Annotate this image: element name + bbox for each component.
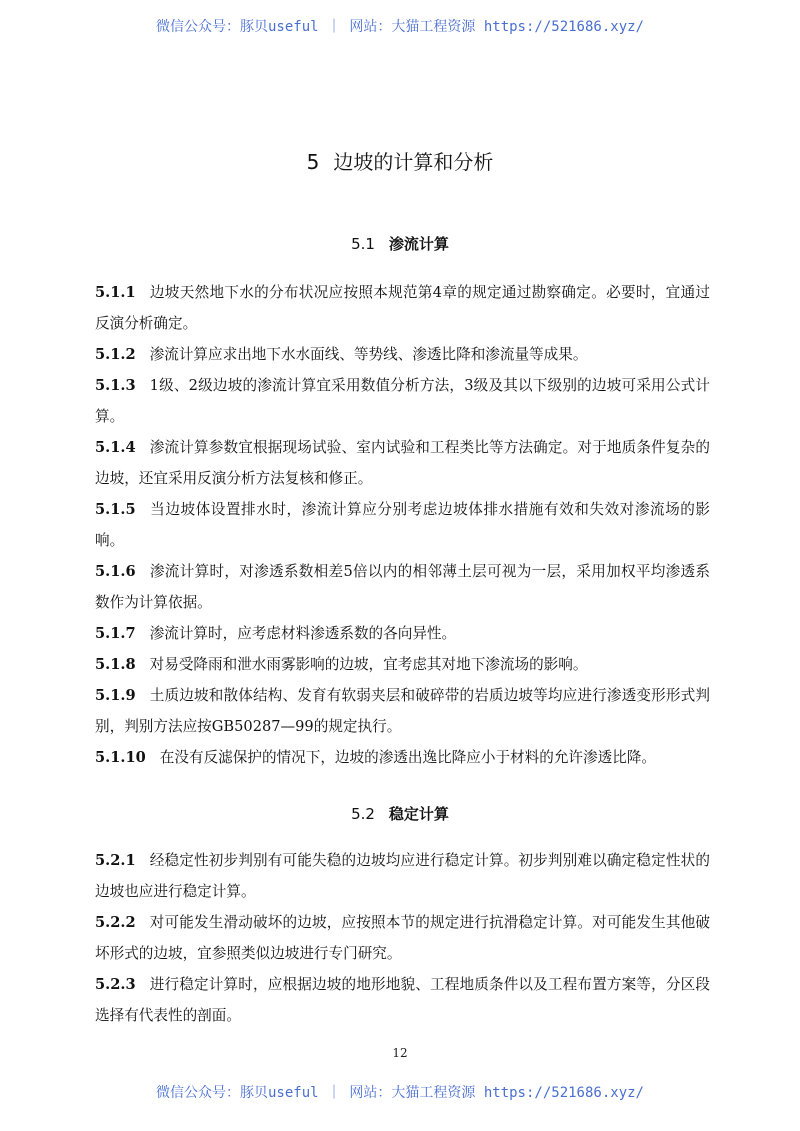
clause-5-1-3: [95, 370, 710, 432]
clause-5-1-6: [95, 556, 710, 618]
section-title-5-1: [0, 233, 800, 254]
clause-text: 进行稳定计算时，应根据边坡的地形地貌、工程地质条件以及工程布置方案等，分区段选择有代表性的剖面。: [95, 976, 710, 1024]
clause-number: 5.1.5: [95, 501, 136, 518]
clause-5-1-5: [95, 494, 710, 556]
clause-5-1-7: [95, 618, 710, 649]
section-5-2-clauses: [95, 845, 710, 1031]
clause-5-2-2: [95, 907, 710, 969]
clause-text: 1级、2级边坡的渗流计算宜采用数值分析方法，3级及其以下级别的边坡可采用公式计算。: [95, 377, 710, 425]
watermark-bottom: 微信公众号：豚贝useful ｜ 网站：大猫工程资源 https://521686.xyz/: [155, 1085, 644, 1101]
clause-text: 渗流计算时，对渗透系数相差5倍以内的相邻薄土层可视为一层，采用加权平均渗透系数作为计算依据。: [95, 563, 710, 611]
clause-text: 对可能发生滑动破坏的边坡，应按照本节的规定进行抗滑稳定计算。对可能发生其他破坏形式的边坡，宜参照类似边坡进行专门研究。: [95, 914, 710, 962]
watermark-top: 微信公众号：豚贝useful ｜ 网站：大猫工程资源 https://521686.xyz/: [155, 19, 644, 35]
clause-5-1-9: [95, 680, 710, 742]
section-5-1-clauses: [95, 277, 710, 773]
clause-number: 5.1.3: [95, 377, 136, 394]
clause-text: 当边坡体设置排水时，渗流计算应分别考虑边坡体排水措施有效和失效对渗流场的影响。: [95, 501, 710, 549]
clause-5-2-1: [95, 845, 710, 907]
clause-number: 5.2.3: [95, 976, 136, 993]
section-number: 5.1: [351, 235, 375, 253]
clause-number: 5.1.7: [95, 625, 136, 642]
clause-5-1-4: [95, 432, 710, 494]
clause-number: 5.1.8: [95, 656, 136, 673]
clause-5-1-10: [95, 742, 710, 773]
clause-5-1-1: [95, 277, 710, 339]
chapter-title-text: 边坡的计算和分析: [333, 150, 494, 174]
clause-number: 5.1.4: [95, 439, 136, 456]
clause-5-1-8: [95, 649, 710, 680]
clause-text: 渗流计算应求出地下水水面线、等势线、渗透比降和渗流量等成果。: [149, 346, 588, 363]
clause-text: 对易受降雨和泄水雨雾影响的边坡，宜考虑其对地下渗流场的影响。: [149, 656, 588, 673]
clause-text: 在没有反滤保护的情况下，边坡的渗透出逸比降应小于材料的允许渗透比降。: [159, 749, 656, 766]
clause-text: 渗流计算参数宜根据现场试验、室内试验和工程类比等方法确定。对于地质条件复杂的边坡，还宜采用反演分析方法复核和修正。: [95, 439, 710, 487]
section-title-text: 渗流计算: [388, 235, 449, 253]
clause-number: 5.2.2: [95, 914, 136, 931]
clause-text: 土质边坡和散体结构、发育有软弱夹层和破碎带的岩质边坡等均应进行渗透变形形式判别，判别方法应按GB50287—99的规定执行。: [95, 687, 710, 735]
clause-number: 5.1.9: [95, 687, 136, 704]
clause-number: 5.1.10: [95, 749, 146, 766]
section-number: 5.2: [351, 805, 375, 823]
clause-5-2-3: [95, 969, 710, 1031]
clause-number: 5.1.6: [95, 563, 136, 580]
clause-5-1-2: [95, 339, 710, 370]
chapter-number: 5: [306, 150, 320, 174]
clause-text: 经稳定性初步判别有可能失稳的边坡均应进行稳定计算。初步判别难以确定稳定性状的边坡也应进行稳定计算。: [95, 852, 710, 900]
clause-text: 边坡天然地下水的分布状况应按照本规范第4章的规定通过勘察确定。必要时，宜通过反演分析确定。: [95, 284, 710, 332]
chapter-title: [0, 146, 800, 175]
page-number: 12: [392, 1046, 408, 1060]
clause-number: 5.2.1: [95, 852, 136, 869]
clause-number: 5.1.1: [95, 284, 136, 301]
section-title-text: 稳定计算: [388, 805, 449, 823]
section-title-5-2: [0, 803, 800, 824]
clause-number: 5.1.2: [95, 346, 136, 363]
clause-text: 渗流计算时，应考虑材料渗透系数的各向异性。: [149, 625, 457, 642]
